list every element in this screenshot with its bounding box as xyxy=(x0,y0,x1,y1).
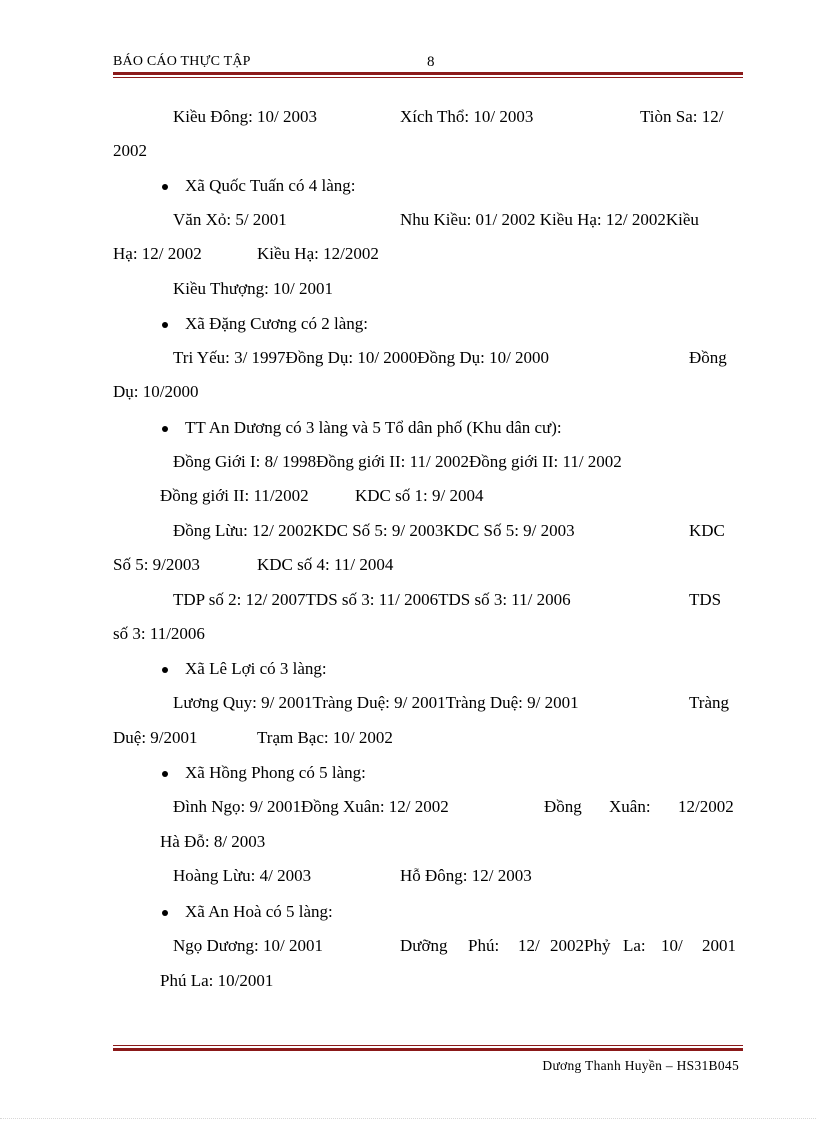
text-line: TDP số 2: 12/ 2007TDS số 3: 11/ 2006TDS số 3: 11/ 2006 xyxy=(173,590,571,609)
text-line: Nhu Kiều: 01/ 2002 Kiều Hạ: 12/ 2002Kiều xyxy=(400,210,699,229)
text-line: Tiòn Sa: 12/ xyxy=(640,107,724,126)
footer-rule-thick xyxy=(113,1048,743,1051)
bullet-icon xyxy=(162,667,168,673)
footer-rule-thin xyxy=(113,1045,743,1046)
text-line: Tri Yếu: 3/ 1997Đồng Dụ: 10/ 2000Đồng Dụ: 10/ 2000 xyxy=(173,348,550,367)
bullet-icon xyxy=(162,322,168,328)
text-line: Đồng Giới I: 8/ 1998Đồng giới II: 11/ 2002Đồng giới II: 11/ 2002 xyxy=(173,452,622,471)
text-line: KDC số 1: 9/ 2004 xyxy=(355,486,484,505)
section-heading: Xã Lê Lợi có 3 làng: xyxy=(185,659,327,678)
bullet-icon xyxy=(162,184,168,190)
text-line: TDS xyxy=(689,590,722,609)
text-line: Đồng xyxy=(544,797,582,816)
text-line: KDC số 4: 11/ 2004 xyxy=(257,555,394,574)
text-line: Kiều Hạ: 12/2002 xyxy=(257,244,379,263)
text-line: La: xyxy=(623,936,646,955)
text-line: Lương Quy: 9/ 2001Tràng Duệ: 9/ 2001Tràng Duệ: 9/ 2001 xyxy=(173,693,579,712)
text-line: Phú La: 10/2001 xyxy=(160,971,274,990)
section-heading: Xã Quốc Tuấn có 4 làng: xyxy=(185,176,356,195)
section-heading: Xã An Hoà có 5 làng: xyxy=(185,902,333,921)
text-line: 2002 xyxy=(113,141,147,160)
text-line: 2001 xyxy=(702,936,736,955)
text-line: Dụ: 10/2000 xyxy=(113,382,199,401)
text-line: Duệ: 9/2001 xyxy=(113,728,198,747)
section-heading: Xã Hồng Phong có 5 làng: xyxy=(185,763,366,782)
text-line: Xích Thổ: 10/ 2003 xyxy=(400,107,534,126)
text-line: Hỗ Đông: 12/ 2003 xyxy=(400,866,532,885)
text-line: Hoàng Lừu: 4/ 2003 xyxy=(173,866,312,885)
text-line: Dưỡng xyxy=(400,936,448,955)
header-rule-thick xyxy=(113,72,743,75)
text-line: số 3: 11/2006 xyxy=(113,624,205,643)
text-line: Đình Ngọ: 9/ 2001Đồng Xuân: 12/ 2002 xyxy=(173,797,449,816)
text-line: Kiều Thượng: 10/ 2001 xyxy=(173,279,334,298)
page-edge-divider xyxy=(0,1118,816,1119)
text-line: 12/2002 xyxy=(678,797,734,816)
footer-author: Dương Thanh Huyền – HS31B045 xyxy=(542,1058,739,1073)
text-line: Xuân: xyxy=(609,797,651,816)
text-line: Tràng xyxy=(689,693,729,712)
text-line: Đồng Lừu: 12/ 2002KDC Số 5: 9/ 2003KDC Số 5: 9/ 2003 xyxy=(173,521,575,540)
text-line: Văn Xỏ: 5/ 2001 xyxy=(173,210,287,229)
section-heading: TT An Dương có 3 làng và 5 Tổ dân phố (Khu dân cư): xyxy=(185,418,562,437)
text-line: 10/ xyxy=(661,936,683,955)
section-heading: Xã Đặng Cương có 2 làng: xyxy=(185,314,368,333)
text-line: Ngọ Dương: 10/ 2001 xyxy=(173,936,323,955)
header-title: BÁO CÁO THỰC TẬP xyxy=(113,54,251,69)
text-line: Số 5: 9/2003 xyxy=(113,555,200,574)
text-line: Trạm Bạc: 10/ 2002 xyxy=(257,728,393,747)
page-number: 8 xyxy=(427,54,435,70)
text-line: Phú: xyxy=(468,936,500,955)
text-line: 2002Phỷ xyxy=(550,936,611,955)
text-line: Hạ: 12/ 2002 xyxy=(113,244,202,263)
text-line: Đồng xyxy=(689,348,727,367)
text-line: Kiều Đông: 10/ 2003 xyxy=(173,107,318,126)
text-line: Hà Đỗ: 8/ 2003 xyxy=(160,832,266,851)
text-line: Đồng giới II: 11/2002 xyxy=(160,486,309,505)
text-line: 12/ xyxy=(518,936,540,955)
bullet-icon xyxy=(162,771,168,777)
text-line: KDC xyxy=(689,521,725,540)
bullet-icon xyxy=(162,910,168,916)
bullet-icon xyxy=(162,426,168,432)
header-rule-thin xyxy=(113,77,743,78)
